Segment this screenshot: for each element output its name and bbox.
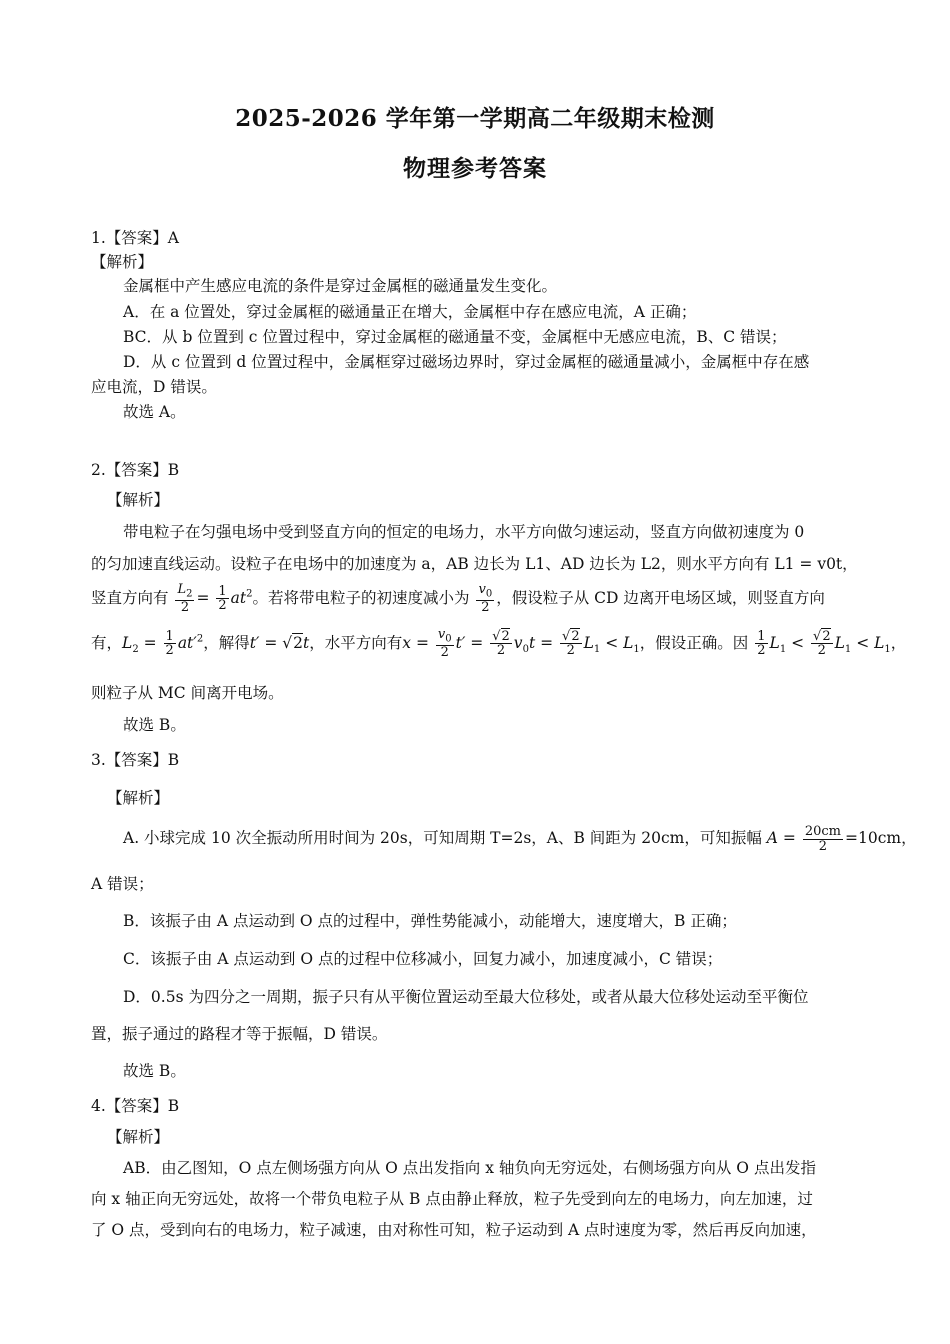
q1-analysis-label: 【解析】 — [91, 253, 154, 271]
q3-paragraph-A1: A. 小球完成 10 次全振动所用时间为 20s，可知周期 T=2s，A、B 间距为 20cm，可知振幅 A = $\frac{20cm}{2}$ =10cm， — [123, 824, 917, 854]
q2-p3-text-b: 。若将带电粒子的初速度减小为 — [252, 588, 470, 607]
q2-p4-text-c: ，水平方向有 — [309, 633, 403, 652]
q3-paragraph-A2: A 错误； — [91, 875, 154, 893]
q2-formula-v0-frac: $\frac{v_0}{2}$ — [478, 582, 493, 616]
q1-conclusion: 故选 A。 — [123, 403, 186, 421]
q2-paragraph-5: 则粒子从 MC 间离开电场。 — [91, 684, 284, 702]
q1-paragraph-1: 金属框中产生感应电流的条件是穿过金属框的磁通量发生变化。 — [123, 277, 558, 295]
q2-formula-sqrt2-frac-2: $\frac{√2}{2}$ — [562, 628, 580, 659]
q3-amplitude-frac: $\frac{20cm}{2}$ — [804, 824, 841, 854]
q2-paragraph-2: 的匀加速直线运动。设粒子在电场中的加速度为 a，AB 边长为 L1、AD 边长为 L2，则水平方向有 L1 = v0t， — [91, 555, 858, 573]
q1-paragraph-4a: D．从 c 位置到 d 位置过程中，金属框穿过磁场边界时，穿过金属框的磁通量减小，金属框中存在感 — [123, 353, 810, 371]
q2-p4-text-a: 有， — [91, 633, 123, 652]
q2-formula-half-frac-3: $\frac{1}{2}$ — [757, 628, 766, 659]
q2-formula-v0-frac-2: $\frac{v_0}{2}$ — [437, 627, 452, 661]
q2-answer: 2.【答案】B — [91, 461, 180, 479]
q2-formula-half-frac: $\frac{1}{2}$ — [218, 583, 227, 614]
q2-p4-text-e: ， — [890, 633, 907, 652]
q1-paragraph-4b: 应电流，D 错误。 — [91, 378, 217, 396]
q3-pA-tail: =10cm， — [844, 829, 917, 848]
q4-paragraph-3: 了 O 点，受到向右的电场力，粒子减速，由对称性可知，粒子运动到 A 点时速度为零，然后再反向加速， — [91, 1221, 817, 1239]
q4-paragraph-2: 向 x 轴正向无穷远处，故将一个带负电粒子从 B 点由静止释放，粒子先受到向左的电场力，向左加速，过 — [91, 1190, 813, 1208]
q4-analysis-label: 【解析】 — [107, 1128, 170, 1146]
q1-answer: 1.【答案】A — [91, 229, 179, 247]
q1-paragraph-3: BC．从 b 位置到 c 位置过程中，穿过金属框的磁通量不变，金属框中无感应电流，B、C 错误； — [123, 328, 787, 346]
q2-p3-text-a: 竖直方向有 — [91, 588, 169, 607]
q3-analysis-label: 【解析】 — [107, 789, 170, 807]
q2-p4-text-d: ，假设正确。因 — [639, 633, 749, 652]
q2-analysis-label: 【解析】 — [107, 491, 170, 509]
q2-formula-half-frac-2: $\frac{1}{2}$ — [165, 628, 174, 659]
page-subtitle: 物理参考答案 — [403, 155, 547, 182]
q3-paragraph-C: C．该振子由 A 点运动到 O 点的过程中位移减小，回复力减小，加速度减小，C 错误； — [123, 950, 723, 968]
q3-paragraph-D2: 置，振子通过的路程才等于振幅，D 错误。 — [91, 1025, 388, 1043]
q3-paragraph-D1: D．0.5s 为四分之一周期，振子只有从平衡位置运动至最大位移处，或者从最大位移处运动至平衡位 — [123, 988, 809, 1006]
q2-paragraph-1: 带电粒子在匀强电场中受到竖直方向的恒定的电场力，水平方向做匀速运动，竖直方向做初速度为 0 — [123, 523, 805, 541]
q2-paragraph-3: 竖直方向有 $\frac{L_2}{2}$ = $\frac{1}{2}$ $at^2$。若将带电粒子的初速度减小为 $\frac{v_0}{2}$ ，假设粒子从 CD 边离开电场区域，则竖直方向 — [91, 582, 825, 616]
q2-formula-sqrt2-frac-3: $\frac{√2}{2}$ — [813, 628, 831, 659]
q2-p4-text-b: ，解得 — [203, 633, 250, 652]
q3-answer: 3.【答案】B — [91, 751, 180, 769]
q4-paragraph-1: AB．由乙图知，O 点左侧场强方向从 O 点出发指向 x 轴负向无穷远处，右侧场强方向从 O 点出发指 — [123, 1159, 816, 1177]
q3-paragraph-B: B．该振子由 A 点运动到 O 点的过程中，弹性势能减小，动能增大，速度增大，B 正确； — [123, 912, 737, 930]
q2-p3-text-c: ，假设粒子从 CD 边离开电场区域，则竖直方向 — [496, 588, 825, 607]
q3-pA1-text: A. 小球完成 10 次全振动所用时间为 20s，可知周期 T=2s，A、B 间距为 20cm，可知振幅 — [123, 829, 762, 848]
q1-paragraph-2: A．在 a 位置处，穿过金属框的磁通量正在增大，金属框中存在感应电流，A 正确； — [123, 303, 697, 321]
q2-formula-L2-frac: $\frac{L_2}{2}$ — [177, 582, 193, 616]
q2-conclusion: 故选 B。 — [123, 716, 186, 734]
q4-answer: 4.【答案】B — [91, 1097, 180, 1115]
q2-paragraph-4: 有，$L_2$ = $\frac{1}{2}$ $at'^2$，解得t′ = √2t，水平方向有x = $\frac{v_0}{2}$ t′ = $\frac{√2}{2}$ $v_0t$ = $\frac{√2}{2}$ $L_1 < L_1$，假设正确。因 $\frac{1}{2}$ $L_1$ < $\frac{√2}{2}$ $L_1 < L_1$， — [91, 627, 907, 661]
page-title: 2025-2026 学年第一学期高二年级期末检测 — [235, 105, 715, 132]
q3-conclusion: 故选 B。 — [123, 1062, 186, 1080]
q2-formula-sqrt2-frac: $\frac{√2}{2}$ — [492, 628, 510, 659]
